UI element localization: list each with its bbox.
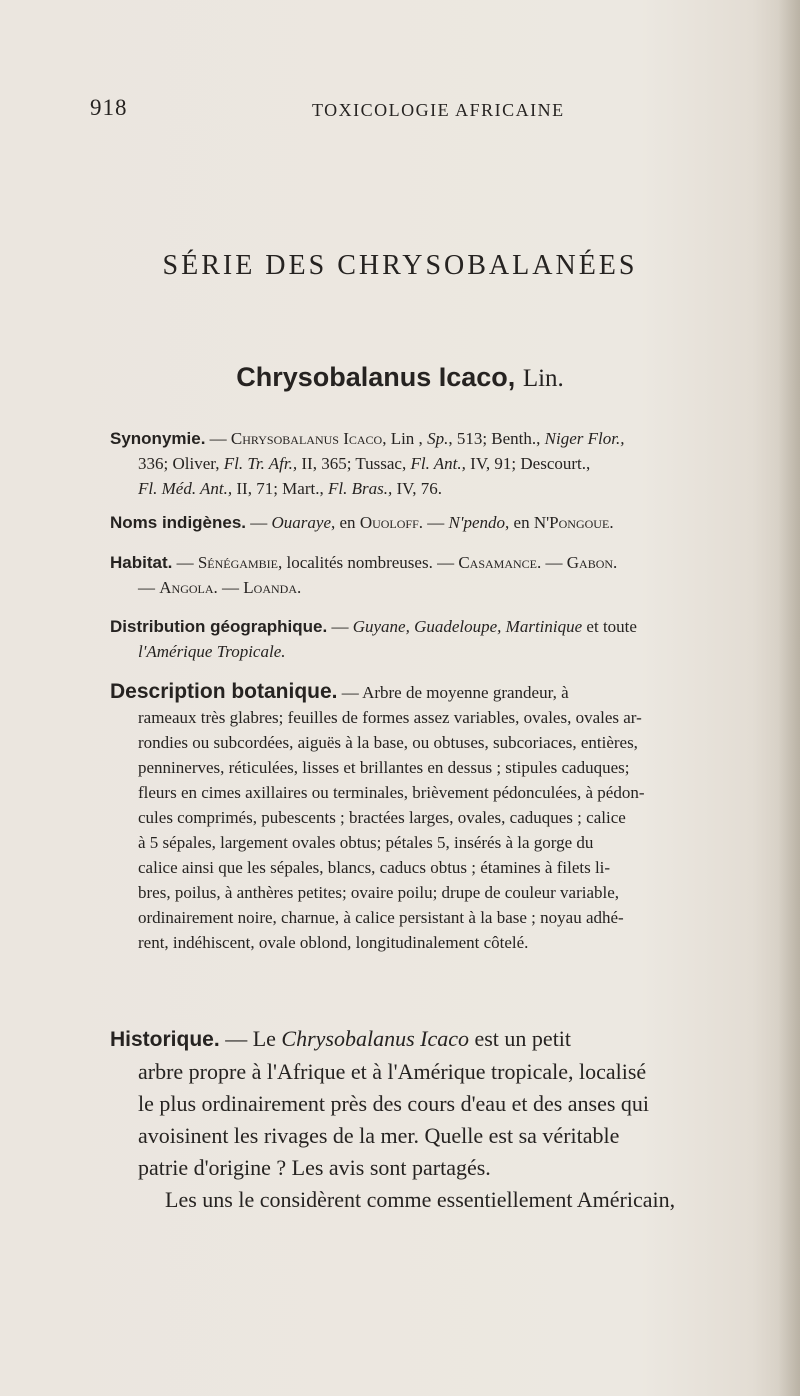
text-run: Gabon bbox=[566, 553, 614, 572]
text-run: — bbox=[172, 553, 198, 572]
description-line: ordinairement noire, charnue, à calice persistant à la base ; noyau adhé- bbox=[138, 908, 624, 927]
species-heading bbox=[0, 362, 800, 393]
species-author: Lin. bbox=[522, 365, 564, 392]
text-run: N'Pongoue bbox=[533, 513, 610, 532]
text-run: Sp. bbox=[427, 429, 449, 448]
historique-label: Historique. bbox=[110, 1028, 220, 1051]
text-run: , localités nombreuses. — bbox=[277, 553, 459, 572]
text-run: — bbox=[138, 578, 160, 597]
description-line: penninerves, réticulées, lisses et brillantes en dessus ; stipules caduques; bbox=[138, 758, 630, 777]
text-run: 336; Oliver, bbox=[138, 454, 224, 473]
page-number: 918 bbox=[90, 95, 128, 120]
distribution-line-2 bbox=[110, 639, 780, 664]
text-run: est un petit bbox=[468, 1026, 572, 1051]
description-paragraph bbox=[110, 679, 780, 955]
description-line: fleurs en cimes axillaires ou terminales, brièvement pédonculées, à pédon- bbox=[138, 783, 645, 802]
text-run: N'pendo bbox=[448, 513, 506, 532]
historique-paragraph bbox=[110, 1023, 780, 1216]
text-run: IV, 91; Descourt., bbox=[465, 454, 591, 473]
habitat-line-2 bbox=[110, 575, 780, 600]
distribution-line-1 bbox=[110, 614, 780, 639]
habitat-label: Habitat. bbox=[110, 553, 173, 572]
text-run: II, 71; Mart., bbox=[232, 479, 328, 498]
habitat-paragraph bbox=[110, 550, 780, 600]
noms-line bbox=[110, 510, 780, 535]
series-title: SÉRIE DES CHRYSOBALANÉES bbox=[162, 250, 638, 281]
text-run: . bbox=[297, 578, 302, 597]
habitat-line-1 bbox=[110, 550, 780, 575]
description-line: bres, poilus, à anthères petites; ovaire poilu; drupe de couleur variable, bbox=[138, 883, 620, 902]
text-run: . bbox=[609, 513, 614, 532]
text-run: . — bbox=[537, 553, 567, 572]
description-line-1 bbox=[110, 679, 780, 705]
text-run: — Arbre de moyenne grandeur, à bbox=[337, 683, 569, 702]
text-run: . bbox=[613, 553, 618, 572]
text-run: Ouaraye bbox=[271, 513, 332, 532]
text-run: Fl. Bras., bbox=[327, 479, 393, 498]
text-run: Guyane, Guadeloupe, Martinique bbox=[352, 617, 583, 636]
text-run: Niger Flor., bbox=[544, 429, 625, 448]
historique-line-1 bbox=[110, 1023, 780, 1056]
text-run: — Le bbox=[219, 1026, 282, 1051]
text-run: Sénégambie bbox=[197, 553, 278, 572]
page-edge-shadow bbox=[778, 0, 800, 1396]
synonymie-line-3 bbox=[110, 476, 780, 501]
text-run: l'Amérique Tropicale. bbox=[138, 642, 286, 661]
species-name: Chrysobalanus Icaco, bbox=[236, 362, 516, 392]
synonymie-paragraph bbox=[110, 426, 780, 501]
distribution-paragraph bbox=[110, 614, 780, 664]
distribution-label: Distribution géographique. bbox=[110, 617, 328, 636]
text-run: Chrysobalanus Icaco bbox=[281, 1026, 469, 1051]
text-run: — bbox=[246, 513, 272, 532]
text-run: Angola bbox=[159, 578, 214, 597]
description-line: à 5 sépales, largement ovales obtus; pétales 5, insérés à la gorge du bbox=[138, 833, 594, 852]
running-head: TOXICOLOGIE AFRICAINE bbox=[312, 100, 565, 120]
synonymie-label: Synonymie. bbox=[110, 429, 206, 448]
text-run: . — bbox=[213, 578, 244, 597]
historique-line: Les uns le considèrent comme essentiellement Américain, bbox=[165, 1187, 676, 1212]
description-line: rent, indéhiscent, ovale oblond, longitudinalement côtelé. bbox=[138, 933, 529, 952]
text-run: , en bbox=[331, 513, 360, 532]
text-run: Loanda bbox=[243, 578, 297, 597]
noms-paragraph bbox=[110, 510, 780, 535]
text-run: Fl. Méd. Ant., bbox=[138, 479, 233, 498]
text-run: Ouoloff bbox=[359, 513, 419, 532]
text-run: Fl. Tr. Afr., bbox=[223, 454, 298, 473]
noms-label: Noms indigènes. bbox=[110, 513, 247, 532]
text-run: , en bbox=[505, 513, 534, 532]
synonymie-line-2 bbox=[110, 451, 780, 476]
text-run: , Lin , bbox=[382, 429, 428, 448]
description-line: rondies ou subcordées, aiguës à la base, ou obtuses, subcoriaces, entières, bbox=[138, 733, 638, 752]
description-line: rameaux très glabres; feuilles de formes assez variables, ovales, ovales ar- bbox=[138, 708, 642, 727]
description-label: Description botanique. bbox=[110, 680, 338, 703]
text-run: Casamance bbox=[458, 553, 538, 572]
synonymie-line-1 bbox=[110, 426, 780, 451]
text-run: , 513; Benth., bbox=[448, 429, 545, 448]
historique-line: patrie d'origine ? Les avis sont partagés. bbox=[138, 1155, 491, 1180]
historique-line: avoisinent les rivages de la mer. Quelle est sa véritable bbox=[138, 1123, 620, 1148]
text-run: II, 365; Tussac, bbox=[297, 454, 411, 473]
text-run: . — bbox=[418, 513, 449, 532]
historique-line: arbre propre à l'Afrique et à l'Amérique tropicale, localisé bbox=[138, 1059, 647, 1084]
text-run: et toute bbox=[582, 617, 637, 636]
historique-line: le plus ordinairement près des cours d'eau et des anses qui bbox=[138, 1091, 650, 1116]
text-run: — bbox=[327, 617, 353, 636]
text-run: Chrysobalanus Icaco bbox=[230, 429, 383, 448]
description-line: cules comprimés, pubescents ; bractées larges, ovales, caduques ; calice bbox=[138, 808, 626, 827]
text-run: IV, 76. bbox=[392, 479, 442, 498]
text-run: Fl. Ant., bbox=[410, 454, 466, 473]
description-line: calice ainsi que les sépales, blancs, caducs obtus ; étamines à filets li- bbox=[138, 858, 611, 877]
text-run: — bbox=[205, 429, 231, 448]
